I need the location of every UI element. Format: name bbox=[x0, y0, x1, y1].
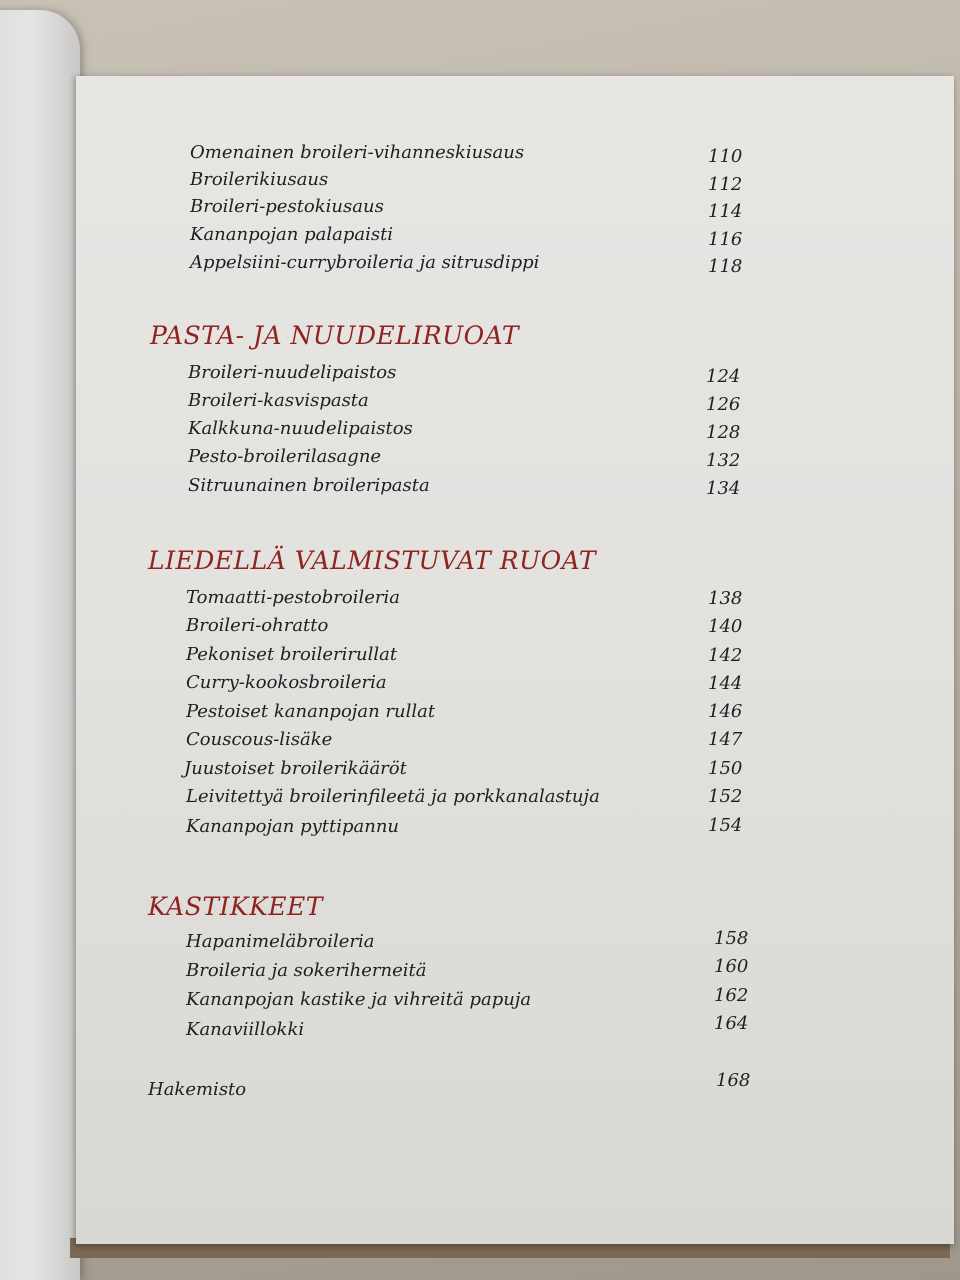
facing-page-edge bbox=[0, 10, 80, 1280]
toc-entry-page: 152 bbox=[708, 786, 743, 807]
toc-entry-title: Curry-kookosbroileria bbox=[186, 672, 387, 693]
toc-entry-page: 138 bbox=[708, 588, 743, 609]
toc-entry-title: Kananpojan palapaisti bbox=[190, 224, 394, 245]
toc-entry-page: 114 bbox=[708, 201, 743, 222]
toc-entry-title: Kalkkuna-nuudelipaistos bbox=[188, 418, 413, 439]
toc-entry-page: 144 bbox=[708, 673, 743, 694]
toc-entry-title: Pekoniset broilerirullat bbox=[186, 644, 398, 665]
toc-entry-page: 112 bbox=[708, 174, 743, 195]
toc-entry-page: 154 bbox=[708, 815, 743, 836]
toc-entry-title: Tomaatti-pestobroileria bbox=[186, 587, 400, 608]
toc-entry-title: Broilerikiusaus bbox=[190, 169, 329, 190]
toc-entry-page: 116 bbox=[708, 229, 743, 250]
section-heading: PASTA- JA NUUDELIRUOAT bbox=[150, 321, 520, 350]
toc-entry-page: 126 bbox=[706, 394, 741, 415]
toc-entry-title: Broileria ja sokeriherneitä bbox=[186, 960, 427, 981]
toc-entry-title: Hapanimeläbroileria bbox=[186, 931, 375, 952]
toc-entry-title: Appelsiini-currybroileria ja sitrusdippi bbox=[190, 252, 540, 273]
toc-entry-page: 150 bbox=[708, 758, 743, 779]
toc-entry-page: 146 bbox=[708, 701, 743, 722]
section-heading: KASTIKKEET bbox=[148, 892, 323, 921]
toc-entry-title: Pesto-broilerilasagne bbox=[188, 446, 382, 467]
toc-entry-page: 164 bbox=[714, 1013, 749, 1034]
toc-entry-title: Kananpojan kastike ja vihreitä papuja bbox=[186, 989, 532, 1010]
toc-entry-title: Broileri-ohratto bbox=[186, 615, 329, 636]
toc-entry-title: Omenainen broileri-vihanneskiusaus bbox=[190, 142, 525, 163]
index-entry-page: 168 bbox=[716, 1070, 751, 1091]
toc-entry-title: Sitruunainen broileripasta bbox=[188, 475, 430, 496]
toc-entry-page: 128 bbox=[706, 422, 741, 443]
toc-entry-title: Couscous-lisäke bbox=[186, 729, 333, 750]
toc-entry-title: Kanaviillokki bbox=[186, 1019, 305, 1040]
toc-entry-title: Broileri-kasvispasta bbox=[188, 390, 369, 411]
section-heading: LIEDELLÄ VALMISTUVAT RUOAT bbox=[148, 546, 596, 575]
toc-entry-title: Leivitettyä broilerinfileetä ja porkkanalastuja bbox=[186, 786, 600, 807]
toc-entry-title: Broileri-pestokiusaus bbox=[190, 196, 384, 217]
toc-entry-page: 132 bbox=[706, 450, 741, 471]
contents-page bbox=[76, 76, 954, 1244]
toc-entry-title: Kananpojan pyttipannu bbox=[186, 816, 400, 837]
toc-entry-page: 142 bbox=[708, 645, 743, 666]
toc-entry-page: 134 bbox=[706, 478, 741, 499]
toc-entry-page: 124 bbox=[706, 366, 741, 387]
toc-entry-title: Juustoiset broilerikääröt bbox=[184, 758, 407, 779]
toc-entry-page: 118 bbox=[708, 256, 743, 277]
index-entry-title: Hakemisto bbox=[148, 1079, 247, 1100]
toc-entry-page: 110 bbox=[708, 146, 743, 167]
toc-entry-page: 162 bbox=[714, 985, 749, 1006]
toc-entry-title: Broileri-nuudelipaistos bbox=[188, 362, 397, 383]
toc-entry-page: 158 bbox=[714, 928, 749, 949]
toc-entry-title: Pestoiset kananpojan rullat bbox=[186, 701, 436, 722]
toc-entry-page: 147 bbox=[708, 729, 743, 750]
toc-entry-page: 160 bbox=[714, 956, 749, 977]
toc-entry-page: 140 bbox=[708, 616, 743, 637]
